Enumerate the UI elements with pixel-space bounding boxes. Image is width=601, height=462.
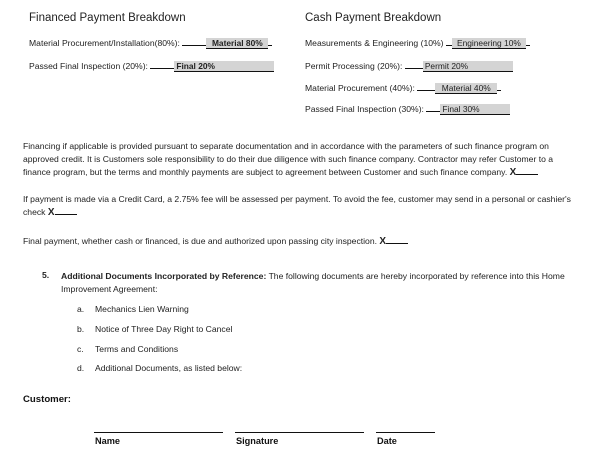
financing-initial-line[interactable] xyxy=(516,174,538,175)
cash-heading: Cash Payment Breakdown xyxy=(305,12,442,24)
financing-x-mark: X xyxy=(509,167,517,178)
list-text: Notice of Three Day Right to Cancel xyxy=(95,324,233,334)
list-text: Terms and Conditions xyxy=(95,344,179,354)
list-marker: b. xyxy=(77,324,85,334)
financed-final-field[interactable]: Final 20% xyxy=(174,61,274,72)
underline xyxy=(150,68,174,69)
list-text: Mechanics Lien Warning xyxy=(95,304,189,314)
cash-row-material xyxy=(305,83,501,94)
cash-material-field[interactable]: Material 40% xyxy=(435,83,497,94)
credit-card-initial-line[interactable] xyxy=(55,214,77,215)
cash-row-material-label: Material Procurement (40%): xyxy=(305,83,415,93)
name-label: Name xyxy=(95,436,121,446)
date-signature-line[interactable] xyxy=(376,432,435,433)
signature-label: Signature xyxy=(236,436,279,446)
final-payment-text: Final payment, whether cash or financed, is due and authorized upon passing city inspection. xyxy=(23,236,377,246)
credit-card-paragraph xyxy=(23,193,581,219)
credit-card-text: If payment is made via a Credit Card, a 2.75% fee will be assessed per payment. To avoid the fee, customer may send in a personal or cashier's check xyxy=(23,194,571,217)
final-payment-paragraph xyxy=(23,235,581,248)
cash-row-final-label: Passed Final Inspection (30%): xyxy=(305,104,424,114)
section5-title: Additional Documents Incorporated by Reference: xyxy=(61,271,267,281)
financed-row-material-label: Material Procurement/Installation(80%): xyxy=(29,38,180,48)
financed-heading: Financed Payment Breakdown xyxy=(29,12,186,24)
section5-number: 5. xyxy=(42,270,50,280)
financed-row-final xyxy=(29,61,274,72)
section5-intro: The following documents are hereby incorporated by reference into this Home Improvement Agreement: xyxy=(61,271,565,294)
list-text: Additional Documents, as listed below: xyxy=(95,363,243,373)
list-marker: d. xyxy=(77,363,85,373)
date-label: Date xyxy=(377,436,397,446)
customer-label: Customer: xyxy=(23,394,71,405)
list-marker: a. xyxy=(77,304,85,314)
cash-row-final xyxy=(305,104,510,115)
final-payment-initial-line[interactable] xyxy=(386,243,408,244)
financed-row-final-label: Passed Final Inspection (20%): xyxy=(29,61,148,71)
list-item xyxy=(77,363,242,373)
name-signature-line[interactable] xyxy=(94,432,223,433)
list-marker: c. xyxy=(77,344,84,354)
credit-card-x-mark: X xyxy=(47,207,55,218)
cash-row-permit xyxy=(305,61,513,72)
financing-text: Financing if applicable is provided pursuant to separate documentation and in accordance with the parameters of such finance program on approved credit. It is Customers sole responsibility to do their due diligence with such finance company. Contractor may refer Customer to a finance program, but the terms and monthly payments are subject to agreement between Customer and such finance company. xyxy=(23,141,554,177)
cash-permit-field[interactable]: Permit 20% xyxy=(423,61,513,72)
underline xyxy=(268,45,272,46)
cash-row-engineering xyxy=(305,38,530,49)
financed-material-field[interactable]: Material 80% xyxy=(206,38,268,49)
underline xyxy=(497,90,501,91)
financed-row-material xyxy=(29,38,272,49)
cash-row-engineering-label: Measurements & Engineering (10%) xyxy=(305,38,444,48)
signature-line[interactable] xyxy=(235,432,364,433)
list-item xyxy=(77,304,189,314)
financing-paragraph xyxy=(23,140,581,179)
section5-paragraph xyxy=(61,270,581,296)
underline xyxy=(405,68,423,69)
final-payment-x-mark: X xyxy=(379,236,387,247)
list-item xyxy=(77,344,178,354)
underline xyxy=(426,111,440,112)
cash-engineering-field[interactable]: Engineering 10% xyxy=(452,38,526,49)
cash-row-permit-label: Permit Processing (20%): xyxy=(305,61,403,71)
cash-final-field[interactable]: Final 30% xyxy=(440,104,510,115)
underline xyxy=(417,90,435,91)
underline xyxy=(182,45,206,46)
list-item xyxy=(77,324,232,334)
underline xyxy=(526,45,530,46)
